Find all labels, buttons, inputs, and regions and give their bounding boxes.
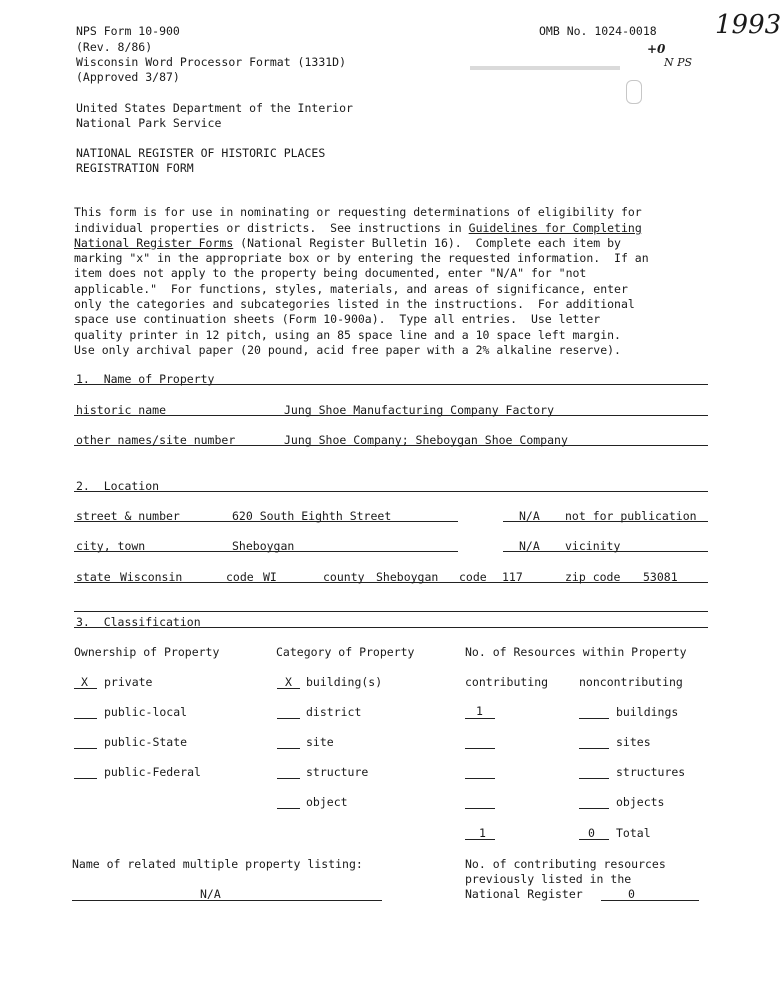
related-listing-line bbox=[72, 900, 382, 901]
category-checkbox-district[interactable] bbox=[277, 718, 300, 719]
state-code-label: code bbox=[226, 570, 254, 584]
category-checkbox-structure[interactable] bbox=[277, 778, 300, 779]
ownership-checkbox-public-state[interactable] bbox=[74, 748, 97, 749]
resource-label: sites bbox=[616, 735, 651, 749]
resource-label: buildings bbox=[616, 705, 679, 719]
ownership-label: private bbox=[104, 675, 153, 689]
vicinity-value[interactable]: N/A bbox=[519, 539, 540, 553]
zip-value[interactable]: 53081 bbox=[643, 570, 678, 584]
contributing-total: 1 bbox=[479, 826, 486, 840]
contributing-sites-field[interactable] bbox=[465, 748, 495, 749]
state-label: state bbox=[76, 570, 111, 584]
category-label: object bbox=[306, 795, 348, 809]
instructions-line: marking "x" in the appropriate box or by entering the requested information. If an bbox=[74, 251, 649, 266]
noncontributing-sites-field[interactable] bbox=[579, 748, 609, 749]
instructions-line: Use only archival paper (20 pound, acid free paper with a 2% alkaline reserve). bbox=[74, 342, 621, 357]
category-label: district bbox=[306, 705, 362, 719]
category-label: site bbox=[306, 735, 334, 749]
not-for-publication-label: not for publication bbox=[565, 509, 697, 523]
not-for-publication-line bbox=[503, 521, 708, 522]
section-1-heading: 1. Name of Property bbox=[76, 372, 215, 386]
ownership-checkbox-public-local[interactable] bbox=[74, 718, 97, 719]
department-name: United States Department of the Interior bbox=[76, 101, 353, 115]
instructions-line: individual properties or districts. See instructions in bbox=[74, 220, 469, 235]
related-listing-label: Name of related multiple property listing: bbox=[72, 857, 363, 871]
form-title: REGISTRATION FORM bbox=[76, 161, 194, 175]
resources-heading: No. of Resources within Property bbox=[465, 645, 687, 659]
county-code-value[interactable]: 117 bbox=[502, 570, 523, 584]
register-title: NATIONAL REGISTER OF HISTORIC PLACES bbox=[76, 146, 326, 160]
noncontributing-total: 0 bbox=[588, 826, 595, 840]
category-checkbox-site[interactable] bbox=[277, 748, 300, 749]
ownership-label: public-Federal bbox=[104, 765, 201, 779]
city-value[interactable]: Sheboygan bbox=[232, 539, 295, 553]
contributing-count: 1 bbox=[476, 704, 483, 718]
omb-number: OMB No. 1024-0018 bbox=[539, 24, 657, 38]
previously-listed-label: National Register bbox=[465, 887, 583, 901]
category-label: building(s) bbox=[306, 675, 383, 689]
state-value[interactable]: Wisconsin bbox=[120, 570, 183, 584]
instructions-line: only the categories and subcategories listed in the instructions. For additional bbox=[74, 297, 635, 312]
historic-name-value[interactable]: Jung Shoe Manufacturing Company Factory bbox=[284, 403, 555, 417]
section-2-end-rule bbox=[74, 611, 708, 612]
guidelines-link[interactable]: Guidelines for Completing bbox=[468, 220, 642, 235]
section-1-rule bbox=[74, 384, 708, 385]
total-label: Total bbox=[616, 826, 651, 840]
form-approved: (Approved 3/87) bbox=[76, 70, 180, 84]
other-names-value[interactable]: Jung Shoe Company; Sheboygan Shoe Company bbox=[284, 433, 568, 447]
instructions-line: applicable." For functions, styles, materials, and areas of significance, enter bbox=[74, 281, 628, 296]
category-checkbox-object[interactable] bbox=[277, 808, 300, 809]
instructions-line: quality printer in 12 pitch, using an 85 space line and a 10 space left margin. bbox=[74, 327, 621, 342]
ownership-label: public-State bbox=[104, 735, 188, 749]
ownership-checkbox-public-federal[interactable] bbox=[74, 778, 97, 779]
category-mark: X bbox=[285, 675, 292, 689]
stamp-smudge bbox=[470, 66, 620, 70]
form-id: NPS Form 10-900 bbox=[76, 24, 180, 38]
instructions-paragraph bbox=[74, 190, 724, 358]
zip-label: zip code bbox=[565, 570, 621, 584]
noncontributing-buildings-field[interactable] bbox=[579, 718, 609, 719]
service-name: National Park Service bbox=[76, 116, 222, 130]
category-label: structure bbox=[306, 765, 369, 779]
other-names-label: other names/site number bbox=[76, 433, 236, 447]
ownership-heading: Ownership of Property bbox=[74, 645, 220, 659]
historic-name-line bbox=[74, 415, 708, 416]
vicinity-label: vicinity bbox=[565, 539, 621, 553]
ownership-label: public-local bbox=[104, 705, 188, 719]
historic-name-label: historic name bbox=[76, 403, 167, 417]
instructions-line: space use continuation sheets (Form 10-900a). Type all entries. Use letter bbox=[74, 312, 601, 327]
county-code-label: code bbox=[459, 570, 487, 584]
noncontributing-structures-field[interactable] bbox=[579, 778, 609, 779]
instructions-line: (National Register Bulletin 16). Complete each item by bbox=[233, 235, 621, 250]
street-value[interactable]: 620 South Eighth Street bbox=[232, 509, 392, 523]
section-2-rule bbox=[74, 491, 708, 492]
street-label: street & number bbox=[76, 509, 180, 523]
city-line bbox=[74, 551, 458, 552]
stamp-mark bbox=[626, 80, 642, 104]
contributing-buildings-field[interactable] bbox=[465, 718, 495, 719]
noncontributing-objects-field[interactable] bbox=[579, 808, 609, 809]
not-for-publication-value[interactable]: N/A bbox=[519, 509, 540, 523]
resource-label: objects bbox=[616, 795, 665, 809]
previously-listed-label: No. of contributing resources bbox=[465, 857, 666, 871]
state-line bbox=[74, 582, 708, 583]
form-revision: (Rev. 8/86) bbox=[76, 40, 153, 54]
county-value[interactable]: Sheboygan bbox=[376, 570, 439, 584]
previously-listed-label: previously listed in the bbox=[465, 872, 632, 886]
contributing-objects-field[interactable] bbox=[465, 808, 495, 809]
street-line bbox=[74, 521, 458, 522]
contributing-heading: contributing bbox=[465, 675, 549, 689]
ownership-mark: X bbox=[81, 675, 88, 689]
other-names-line bbox=[74, 445, 708, 446]
instructions-line: This form is for use in nominating or requesting determinations of eligibility for bbox=[74, 205, 642, 220]
county-label: county bbox=[323, 570, 365, 584]
handwritten-note-2: N PS bbox=[664, 56, 693, 69]
handwritten-year: 1993 bbox=[715, 10, 781, 40]
category-heading: Category of Property bbox=[276, 645, 415, 659]
contributing-structures-field[interactable] bbox=[465, 778, 495, 779]
previously-listed-line bbox=[601, 900, 699, 901]
noncontributing-heading: noncontributing bbox=[579, 675, 683, 689]
previously-listed-value[interactable]: 0 bbox=[628, 887, 635, 901]
city-label: city, town bbox=[76, 539, 146, 553]
handwritten-note-1: +0 bbox=[647, 42, 666, 56]
resource-label: structures bbox=[616, 765, 686, 779]
register-forms-link[interactable]: National Register Forms bbox=[74, 235, 234, 250]
section-3-heading: 3. Classification bbox=[76, 615, 201, 629]
related-listing-value[interactable]: N/A bbox=[200, 887, 221, 901]
section-3-rule bbox=[74, 627, 708, 628]
form-format: Wisconsin Word Processor Format (1331D) bbox=[76, 55, 347, 69]
section-2-heading: 2. Location bbox=[76, 479, 160, 493]
instructions-line: item does not apply to the property being documented, enter "N/A" for "not bbox=[74, 266, 587, 281]
state-code-value[interactable]: WI bbox=[263, 570, 277, 584]
vicinity-line bbox=[503, 551, 708, 552]
